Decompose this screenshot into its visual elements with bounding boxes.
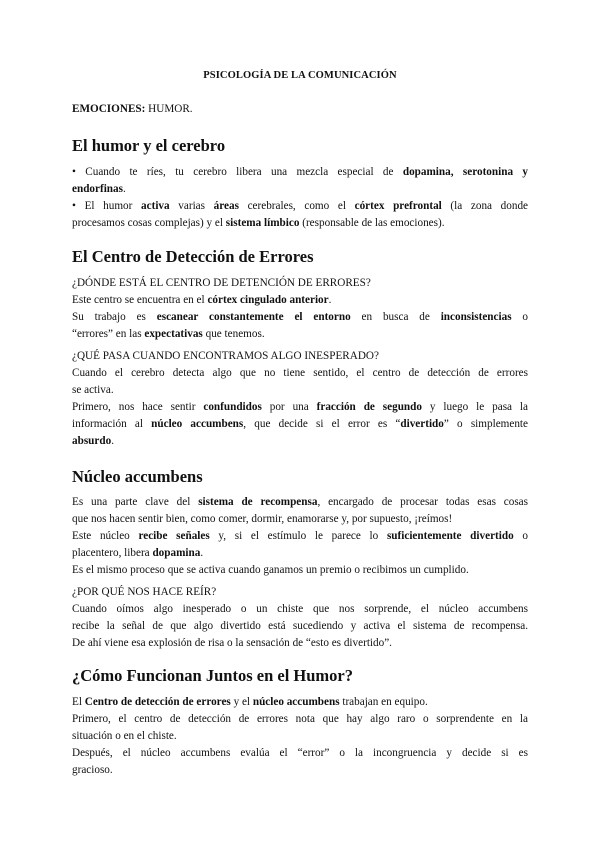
section-title-accumbens: Núcleo accumbens [72, 467, 203, 486]
laugh-line-2: recibe la señal de que algo divertido está sucediendo y activa el sistema de recompensa. [72, 620, 528, 632]
job-line-1: Su trabajo es escanear constantemente el entorno en busca de inconsistencias o [72, 311, 529, 323]
subject-label: EMOCIONES: [72, 103, 146, 115]
first-line-2: información al núcleo accumbens, que decide si el error es “divertido” o simplemente [72, 418, 528, 430]
section-title-error-center: El Centro de Detección de Errores [72, 247, 314, 266]
signals-line-2: placentero, libera dopamina. [72, 547, 204, 559]
subject-value: HUMOR. [145, 103, 193, 115]
question-why-laugh: ¿POR QUÉ NOS HACE REÍR? [72, 586, 217, 598]
accumbens-line-2: que nos hacen sentir bien, como comer, dormir, enamorarse y, por supuesto, ¡reímos! [72, 513, 453, 525]
detect-line-2: se activa. [72, 384, 114, 396]
accumbens-line-1: Es una parte clave del sistema de recompensa, encargado de procesar todas esas cosas [72, 496, 528, 508]
bullet-1-line-2: endorfinas. [72, 183, 126, 195]
same-process-line: Es el mismo proceso que se activa cuando ganamos un premio o recibimos un cumplido. [72, 564, 469, 576]
question-unexpected: ¿QUÉ PASA CUANDO ENCONTRAMOS ALGO INESPERADO? [72, 350, 379, 362]
bullet-2-line-1: • El humor activa varias áreas cerebrales, como el córtex prefrontal (la zona donde [72, 200, 529, 212]
team-line: El Centro de detección de errores y el núcleo accumbens trabajan en equipo. [72, 696, 428, 708]
document-title: PSICOLOGÍA DE LA COMUNICACIÓN [203, 70, 397, 81]
first-line-1: Primero, nos hace sentir confundidos por una fracción de segundo y luego le pasa la [72, 401, 528, 413]
section-title-humor-brain: El humor y el cerebro [72, 136, 226, 155]
answer-where: Este centro se encuentra en el córtex cingulado anterior. [72, 294, 332, 306]
subject-line [72, 101, 528, 118]
signals-line-1: Este núcleo recibe señales y, si el estímulo le parece lo suficientemente divertido o [72, 530, 528, 542]
job-line-2: “errores” en las expectativas que tenemos. [72, 328, 265, 340]
bullet-1-line-1: • Cuando te ríes, tu cerebro libera una mezcla especial de dopamina, serotonina y [72, 166, 528, 178]
then-evaluate-line-2: gracioso. [72, 764, 113, 776]
first-line-3: absurdo. [72, 435, 114, 447]
first-notice-line-2: situación o en el chiste. [72, 730, 177, 742]
bullet-2-line-2: procesamos cosas complejas) y el sistema límbico (responsable de las emociones). [72, 217, 445, 229]
laugh-line-3: De ahí viene esa explosión de risa o la sensación de “esto es divertido”. [72, 637, 392, 649]
detect-line-1: Cuando el cerebro detecta algo que no tiene sentido, el centro de detección de errores [72, 367, 528, 379]
first-notice-line-1: Primero, el centro de detección de errores nota que hay algo raro o sorprendente en la [72, 713, 528, 725]
laugh-line-1: Cuando oímos algo inesperado o un chiste que nos sorprende, el núcleo accumbens [72, 603, 528, 615]
question-where: ¿DÓNDE ESTÁ EL CENTRO DE DETENCIÓN DE ERRORES? [72, 277, 371, 289]
section-title-together: ¿Cómo Funcionan Juntos en el Humor? [72, 666, 353, 685]
then-evaluate-line-1: Después, el núcleo accumbens evalúa el “error” o la incongruencia y decide si es [72, 747, 528, 759]
